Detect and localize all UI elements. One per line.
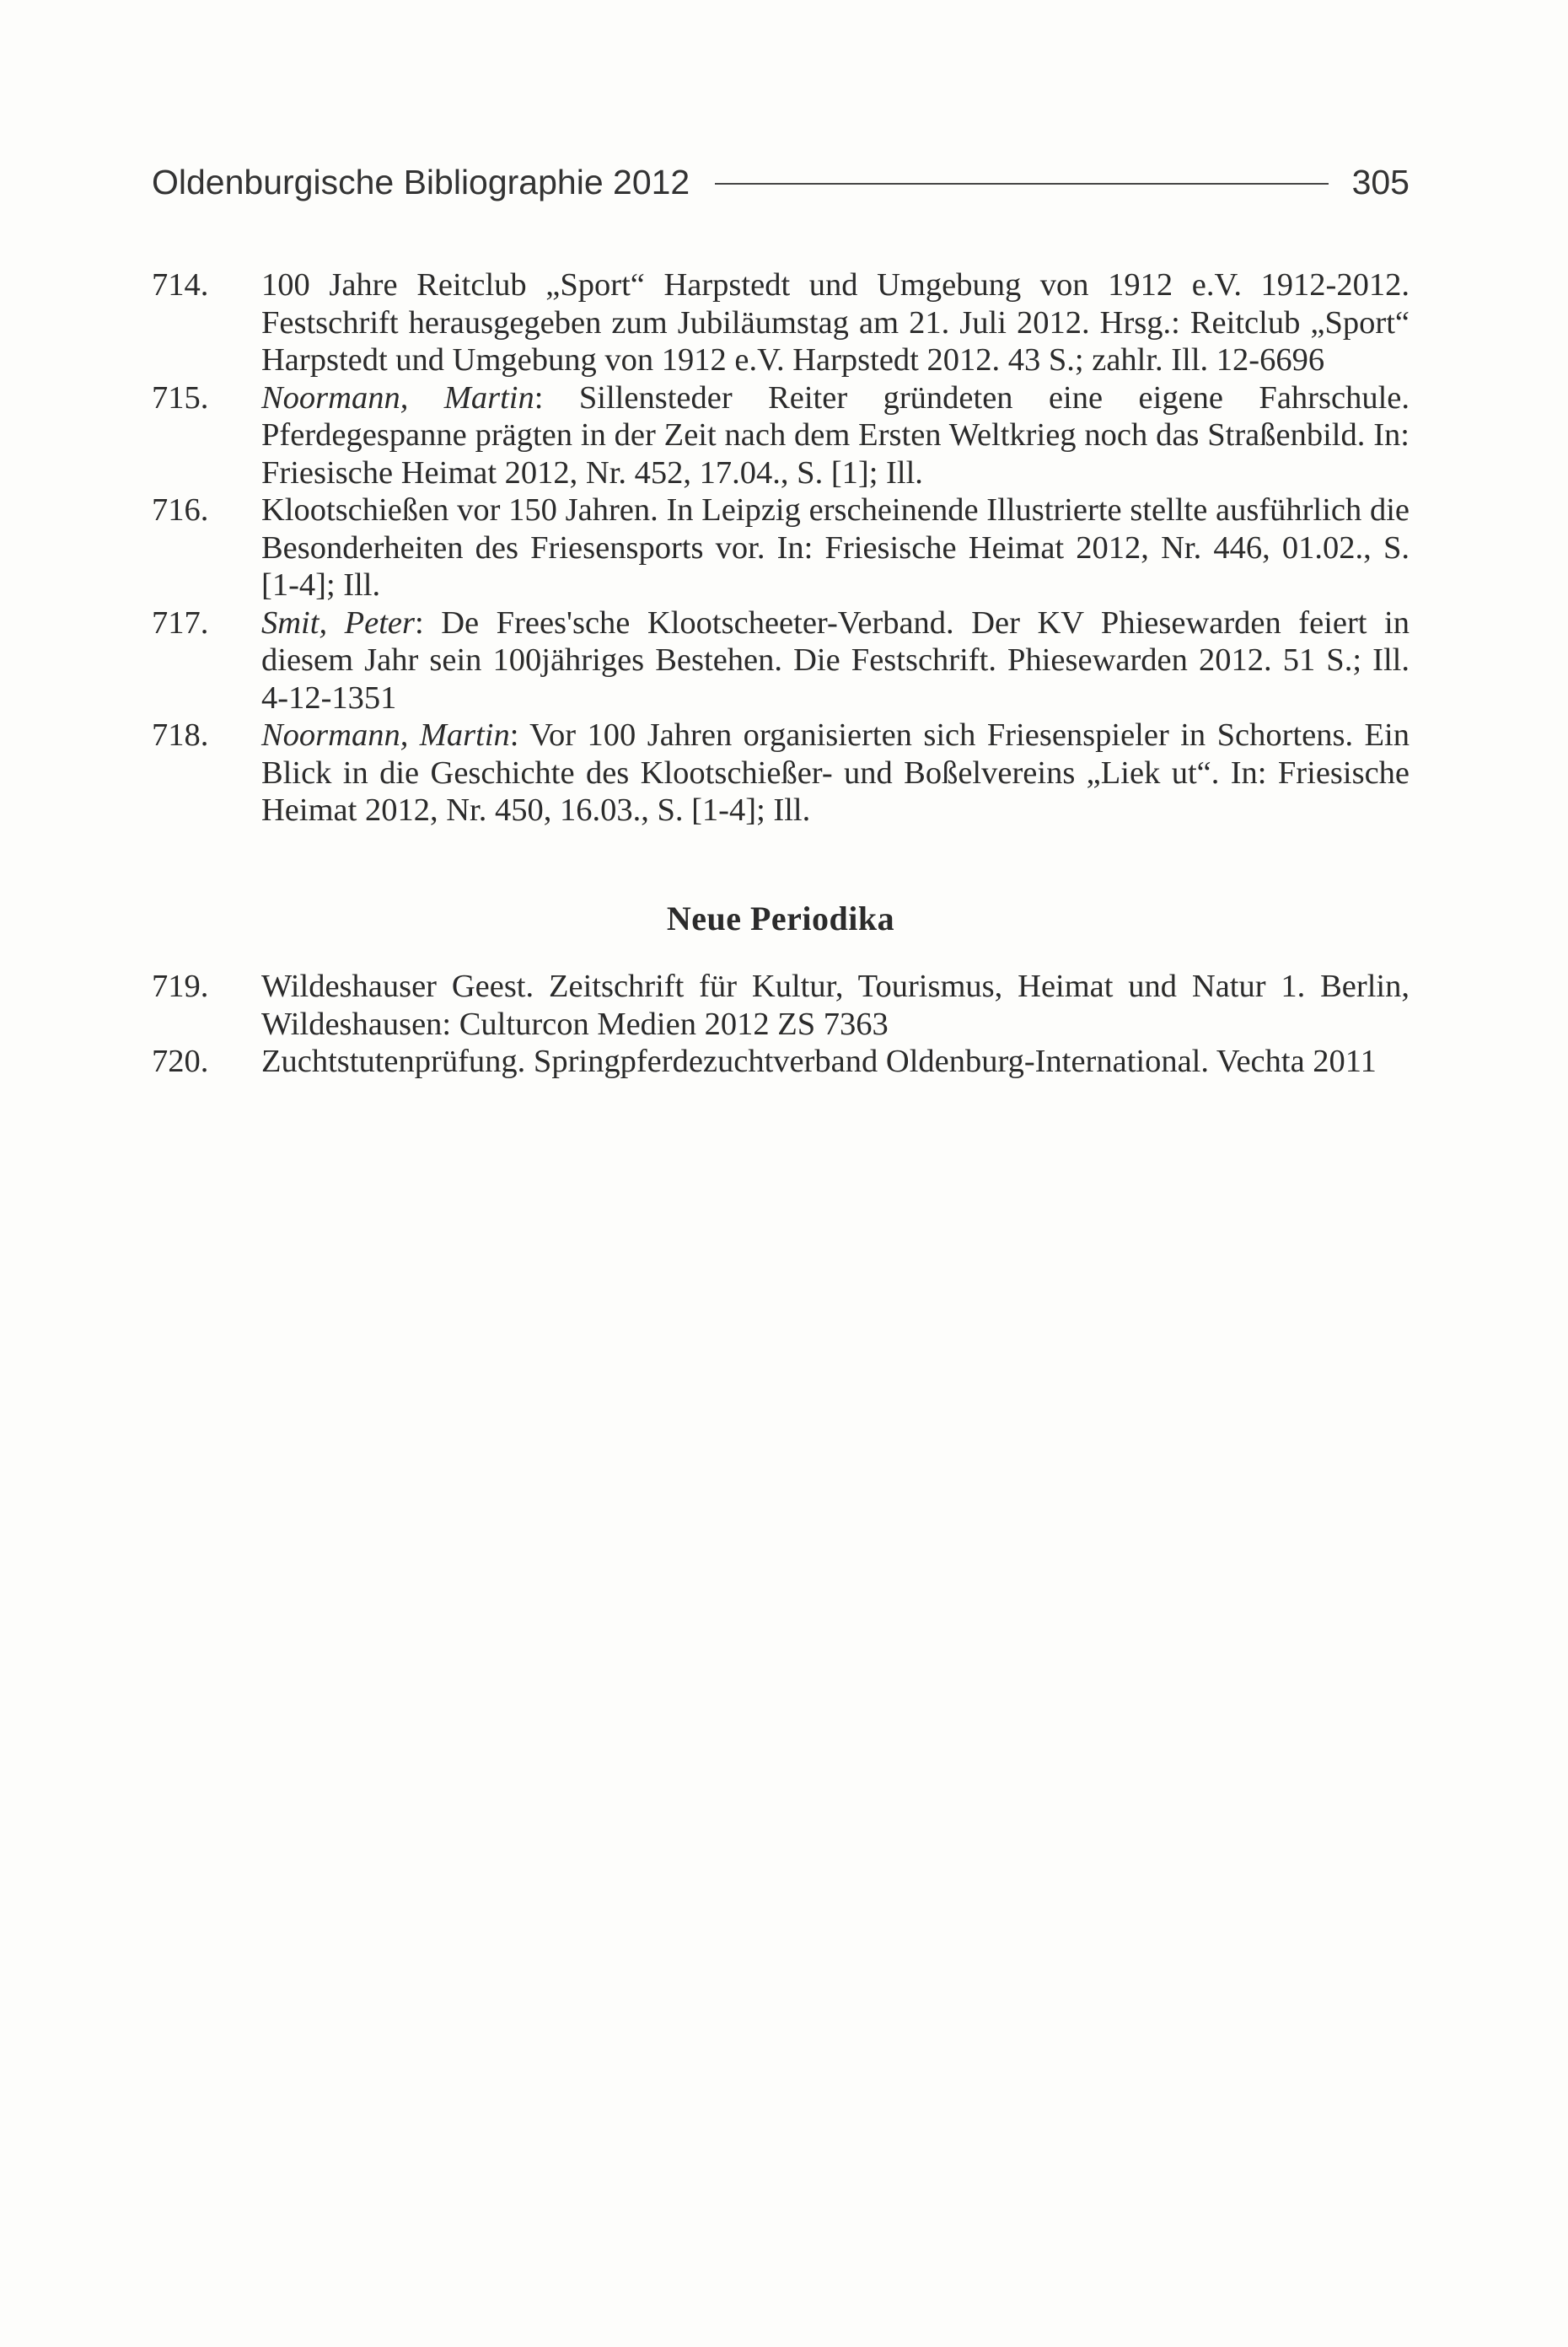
entry-text: Wildeshauser Geest. Zeitschrift für Kultur, Tourismus, Heimat und Natur 1. Berlin, Wildeshausen: Culturcon Medien 2012 ZS 7363 xyxy=(261,969,1410,1042)
running-head-title: Oldenburgische Bibliographie 2012 xyxy=(152,162,690,201)
entry-author: Noormann, Martin xyxy=(261,717,510,753)
entry-number: 714. xyxy=(152,267,209,303)
entry-author: Smit, Peter xyxy=(261,604,415,641)
entry-text: : De Frees'sche Klootscheeter-Verband. Der KV Phiesewarden feiert in diesem Jahr sein 100jähriges Bestehen. Die Festschrift. Phiesewarden 2012. 51 S.; Ill. 4-12-1351 xyxy=(261,604,1410,716)
entry-text: : Sillensteder Reiter gründeten eine eigene Fahrschule. Pferdegespanne prägten in der Zeit nach dem Ersten Weltkrieg noch das Straßenbild. In: Friesische Heimat 2012, Nr. 452, 17.04., S. [1]; Ill. xyxy=(261,379,1410,491)
entry-text: Zuchtstutenprüfung. Springpferdezuchtverband Oldenburg-International. Vechta 2011 xyxy=(261,1044,1377,1079)
periodika-entry xyxy=(152,968,1410,1043)
bibliography-entry xyxy=(152,266,1410,379)
entry-number: 718. xyxy=(152,717,209,753)
section-heading: Neue Periodika xyxy=(666,900,895,937)
entry-number: 715. xyxy=(152,379,209,416)
bibliography-entry xyxy=(152,379,1410,492)
entry-number: 716. xyxy=(152,492,209,528)
entry-text: 100 Jahre Reitclub „Sport“ Harpstedt und Umgebung von 1912 e.V. 1912-2012. Festschrift herausgegeben zum Jubiläumstag am 21. Juli 2012. Hrsg.: Reitclub „Sport“ Harpstedt und Umgebung von 1912 e.V. Harpstedt 2012. 43 S.; zahlr. Ill. 12-6696 xyxy=(261,267,1410,378)
bibliography-entry xyxy=(152,717,1410,830)
bibliography-entry xyxy=(152,491,1410,604)
entry-author: Noormann, Martin xyxy=(261,379,534,416)
running-head-rule xyxy=(715,183,1328,185)
page-number: 305 xyxy=(1351,162,1410,201)
bibliography-entries xyxy=(152,266,1410,830)
entry-text: Klootschießen vor 150 Jahren. In Leipzig erscheinende Illustrierte stellte ausführlich die Besonderheiten des Friesensports vor. In: Friesische Heimat 2012, Nr. 446, 01.02., S. [1-4]; Ill. xyxy=(261,492,1410,603)
running-head xyxy=(152,157,1410,207)
entry-number: 720. xyxy=(152,1044,209,1079)
bibliography-entry xyxy=(152,604,1410,717)
entry-number: 717. xyxy=(152,604,209,641)
periodika-entry xyxy=(152,1043,1410,1081)
periodika-entries xyxy=(152,968,1410,1081)
entry-text: : Vor 100 Jahren organisierten sich Friesenspieler in Schortens. Ein Blick in die Geschichte des Klootschießer- und Boßelvereins „Liek ut“. In: Friesische Heimat 2012, Nr. 450, 16.03., S. [1-4]; Ill. xyxy=(261,717,1410,828)
entry-number: 719. xyxy=(152,969,209,1004)
